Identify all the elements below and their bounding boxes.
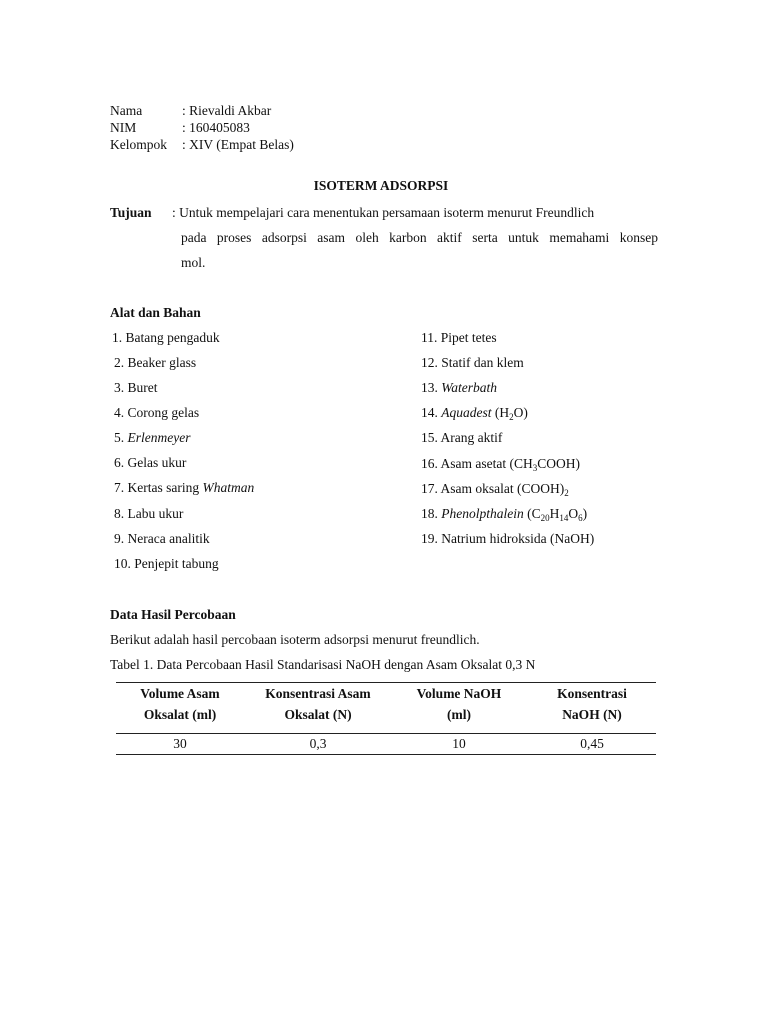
header-line-1: Volume Asam xyxy=(140,686,220,701)
list-item-text: (H xyxy=(491,405,510,420)
header-line-2: Oksalat (ml) xyxy=(143,707,217,722)
name-label: Nama xyxy=(110,103,143,118)
table-caption: Tabel 1. Data Percobaan Hasil Standarisasi NaOH dengan Asam Oksalat 0,3 N xyxy=(110,657,536,672)
list-item xyxy=(421,481,569,497)
subscript: 14 xyxy=(559,513,569,523)
header-line-1: Konsentrasi xyxy=(557,686,627,701)
table-cell: 10 xyxy=(452,736,466,751)
table-header-cell xyxy=(250,683,386,725)
name-value: : Rievaldi Akbar xyxy=(182,103,272,118)
tujuan-line-3: mol. xyxy=(181,255,206,270)
kelompok-value: : XIV (Empat Belas) xyxy=(182,137,294,152)
list-item: 11. Pipet tetes xyxy=(421,330,497,345)
list-item-text: (C xyxy=(523,506,541,521)
list-item: 1. Batang pengaduk xyxy=(112,330,220,345)
kelompok-label: Kelompok xyxy=(110,137,167,152)
list-item-number: 14. xyxy=(421,405,442,420)
list-item: 8. Labu ukur xyxy=(114,506,184,521)
table-cell: 30 xyxy=(173,736,187,751)
header-line-2: NaOH (N) xyxy=(562,707,622,722)
list-item xyxy=(421,506,587,522)
list-item: 15. Arang aktif xyxy=(421,430,503,445)
list-item-text: 7. Kertas saring xyxy=(114,480,203,495)
table-cell: 0,45 xyxy=(580,736,604,751)
table-header-cell xyxy=(116,683,244,725)
data-hasil-heading: Data Hasil Percobaan xyxy=(110,607,236,622)
subscript: 3 xyxy=(532,463,538,473)
list-item-text: O) xyxy=(513,405,528,420)
nim-label: NIM xyxy=(110,120,137,135)
list-item-number: 18. xyxy=(421,506,442,521)
list-item xyxy=(421,405,528,421)
list-item-text: 16. Asam asetat (CH xyxy=(421,456,533,471)
list-item-text: COOH) xyxy=(537,456,580,471)
list-item xyxy=(114,480,254,496)
header-line-2: Oksalat (N) xyxy=(284,707,352,722)
list-item: 4. Corong gelas xyxy=(114,405,200,420)
subscript: 20 xyxy=(540,513,550,523)
list-item xyxy=(114,430,190,446)
list-item-italic: Aquadest xyxy=(441,405,492,420)
table-cell: 0,3 xyxy=(309,736,327,751)
list-item-italic: Waterbath xyxy=(441,380,498,395)
document-title xyxy=(0,178,768,194)
nim-value: : 160405083 xyxy=(182,120,250,135)
tujuan-line-2: pada proses adsorpsi asam oleh karbon aktif serta untuk memahami konsep xyxy=(181,230,658,245)
list-item-number: 13. xyxy=(421,380,442,395)
subscript: 6 xyxy=(578,513,583,523)
list-item xyxy=(421,380,497,396)
tujuan-line-1: : Untuk mempelajari cara menentukan persamaan isoterm menurut Freundlich xyxy=(172,205,595,220)
list-item: 12. Statif dan klem xyxy=(421,355,524,370)
list-item-text: O xyxy=(568,506,579,521)
list-item: 2. Beaker glass xyxy=(114,355,197,370)
list-item-text: ) xyxy=(582,506,588,521)
tujuan-label: Tujuan xyxy=(110,205,152,220)
header-line-2: (ml) xyxy=(447,707,471,722)
list-item: 3. Buret xyxy=(114,380,158,395)
list-item-text: 17. Asam oksalat (COOH) xyxy=(421,481,565,496)
data-hasil-intro: Berikut adalah hasil percobaan isoterm adsorpsi menurut freundlich. xyxy=(110,632,480,647)
header-line-1: Volume NaOH xyxy=(416,686,502,701)
list-item-italic: Erlenmeyer xyxy=(127,430,191,445)
header-line-1: Konsentrasi Asam xyxy=(265,686,371,701)
list-item-italic: Whatman xyxy=(202,480,255,495)
list-item: 10. Penjepit tabung xyxy=(114,556,219,571)
subscript: 2 xyxy=(509,412,514,422)
list-item-italic: Phenolpthalein xyxy=(441,506,524,521)
alat-heading: Alat dan Bahan xyxy=(110,305,201,320)
list-item: 6. Gelas ukur xyxy=(114,455,187,470)
list-item: 19. Natrium hidroksida (NaOH) xyxy=(421,531,595,546)
document-title-text: ISOTERM ADSORPSI xyxy=(313,178,449,193)
table-header-cell xyxy=(395,683,523,725)
table-header-cell xyxy=(528,683,656,725)
subscript: 2 xyxy=(564,488,569,498)
table-bottom-rule xyxy=(116,754,656,755)
list-item: 9. Neraca analitik xyxy=(114,531,210,546)
list-item-text: H xyxy=(549,506,560,521)
list-item-number: 5. xyxy=(114,430,128,445)
list-item xyxy=(421,456,580,472)
